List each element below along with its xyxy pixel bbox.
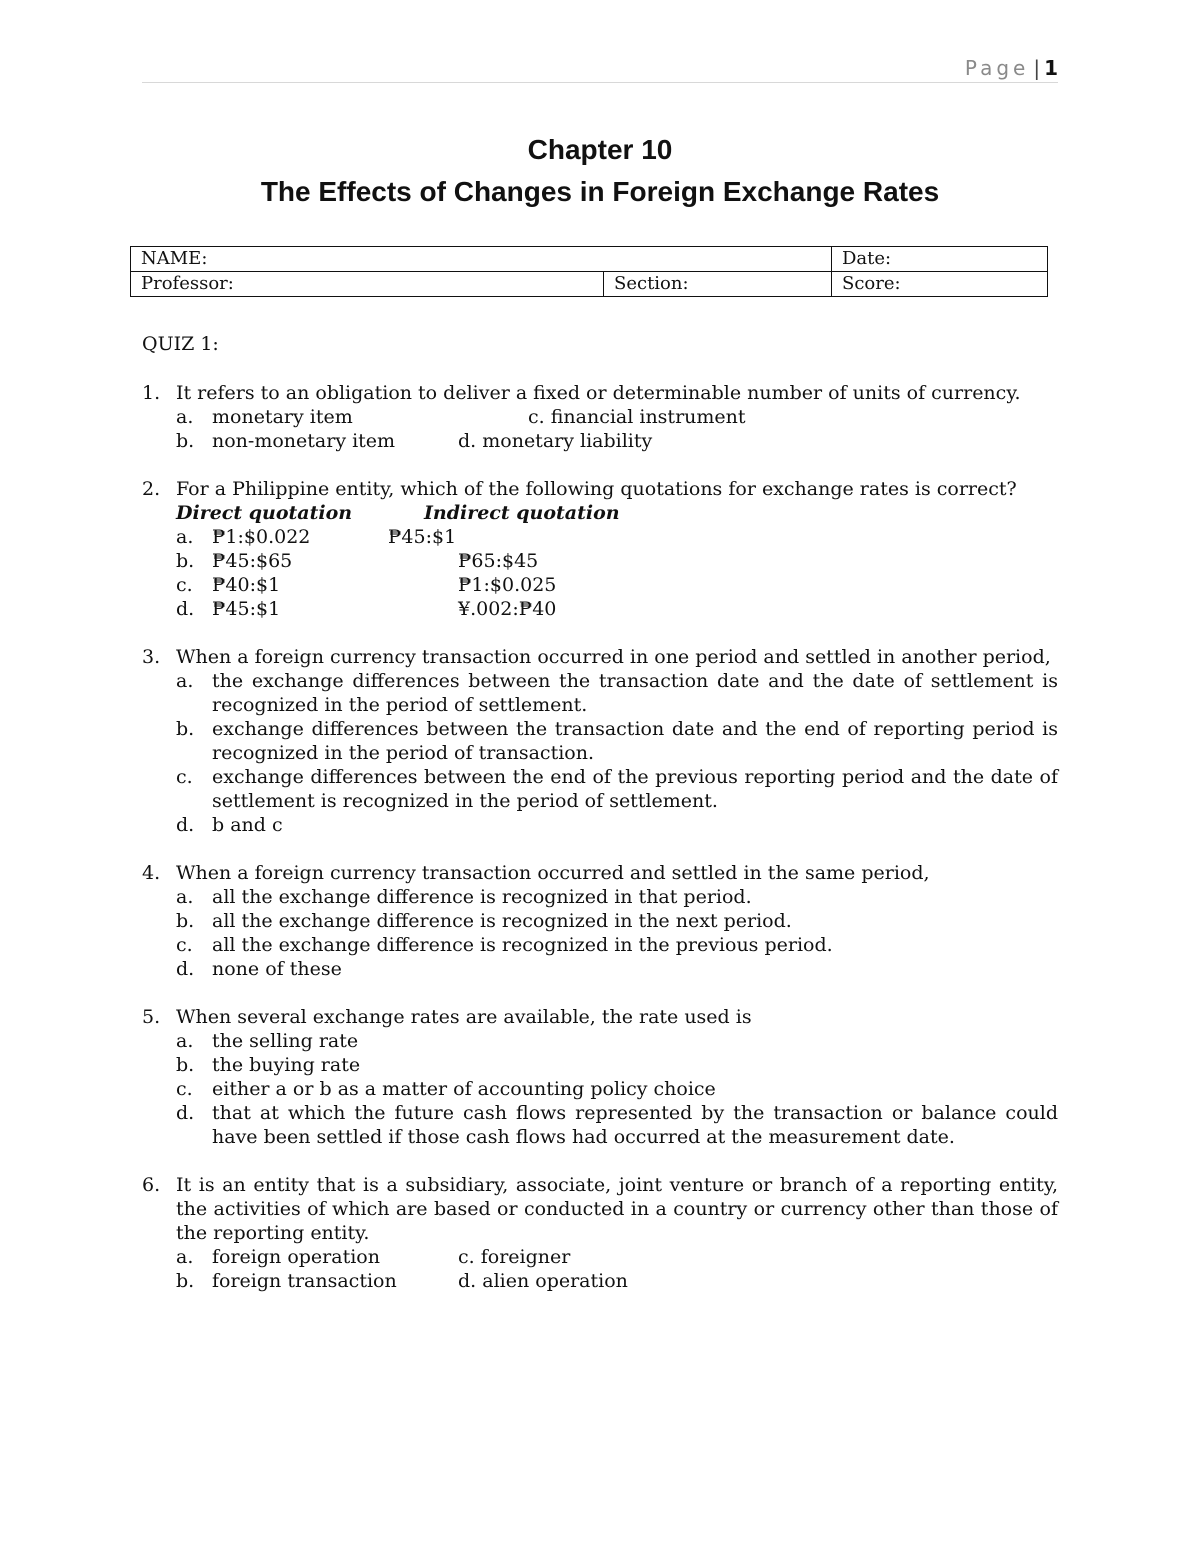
chapter-title: Chapter 10 [527, 134, 673, 165]
page-separator: | [1033, 56, 1041, 80]
question-number: 3. [142, 646, 161, 668]
page-word: Page [964, 56, 1030, 80]
option-letter: a. [176, 406, 194, 428]
option-letter: d. [176, 958, 195, 980]
indirect-rate: ₱1:$0.025 [458, 574, 557, 596]
direct-quotation-header: Direct quotation [176, 502, 353, 524]
option-text[interactable]: either a or b as a matter of accounting policy choice [212, 1078, 716, 1100]
question-number: 4. [142, 862, 161, 884]
score-cell[interactable]: Score: [832, 272, 1048, 297]
option-text[interactable]: foreign operation [212, 1246, 380, 1268]
page-header [142, 56, 1058, 83]
option-text[interactable]: b and c [212, 814, 283, 836]
direct-rate[interactable]: ₱45:$65 [212, 550, 293, 572]
direct-rate[interactable]: ₱45:$1 [212, 598, 281, 620]
option-letter: b. [176, 1054, 195, 1076]
question-text: When a foreign currency transaction occurred in one period and settled in another period, [176, 646, 1051, 668]
question-list [142, 381, 1058, 1317]
professor-cell[interactable]: Professor: [131, 272, 604, 297]
option-letter: c. [176, 574, 193, 596]
option-letter: b. [176, 1270, 195, 1292]
question-text: When several exchange rates are available, the rate used is [176, 1006, 752, 1028]
question-number: 5. [142, 1006, 161, 1028]
question-2 [142, 477, 1058, 621]
question-3 [142, 645, 1058, 837]
option-text[interactable]: alien operation [482, 1270, 628, 1292]
question-1 [142, 381, 1058, 453]
chapter-subtitle: The Effects of Changes in Foreign Exchange Rates [260, 176, 940, 207]
option-text[interactable]: monetary item [212, 406, 353, 428]
option-text[interactable]: all the exchange difference is recognized in that period. [212, 886, 752, 908]
option-text[interactable]: monetary liability [482, 430, 653, 452]
option-text[interactable]: the exchange differences between the transaction date and the date of settlement is recognized in the period of settlement. [212, 670, 1058, 716]
option-letter: a. [176, 526, 194, 548]
page-number: 1 [1044, 56, 1058, 80]
option-letter: a. [176, 1246, 194, 1268]
option-text[interactable]: non-monetary item [212, 430, 396, 452]
section-cell[interactable]: Section: [604, 272, 832, 297]
name-cell[interactable]: NAME: [131, 247, 832, 272]
question-6 [142, 1173, 1058, 1293]
option-letter: a. [176, 670, 194, 692]
option-letter: b. [176, 430, 195, 452]
question-4 [142, 861, 1058, 981]
option-letter: b. [176, 550, 195, 572]
indirect-rate: ₱65:$45 [458, 550, 539, 572]
option-text[interactable]: none of these [212, 958, 342, 980]
option-text[interactable]: foreign transaction [212, 1270, 397, 1292]
option-text[interactable]: the selling rate [212, 1030, 359, 1052]
option-letter: c. [176, 766, 193, 788]
option-text[interactable]: all the exchange difference is recognized in the next period. [212, 910, 792, 932]
question-number: 6. [142, 1174, 161, 1196]
option-letter: d. [176, 1102, 195, 1124]
option-letter: d. [458, 1270, 477, 1292]
option-text[interactable]: exchange differences between the end of the previous reporting period and the date of settlement is recognized in the period of settlement. [212, 766, 1058, 812]
option-text[interactable]: exchange differences between the transaction date and the end of reporting period is recognized in the period of transaction. [212, 718, 1058, 764]
option-letter: c. [458, 1246, 475, 1268]
option-letter: c. [176, 934, 193, 956]
option-letter: c. [176, 1078, 193, 1100]
question-text: For a Philippine entity, which of the following quotations for exchange rates is correct? [176, 478, 1017, 500]
question-number: 1. [142, 382, 161, 404]
option-text[interactable]: the buying rate [212, 1054, 361, 1076]
indirect-quotation-header: Indirect quotation [424, 502, 620, 524]
option-letter: d. [176, 814, 195, 836]
direct-rate[interactable]: ₱1:$0.022 [212, 526, 311, 548]
option-letter: d. [458, 430, 477, 452]
direct-rate[interactable]: ₱40:$1 [212, 574, 281, 596]
option-letter: a. [176, 886, 194, 908]
option-text[interactable]: financial instrument [550, 406, 746, 428]
student-info-table [130, 246, 1048, 297]
option-letter: c. [528, 406, 545, 428]
question-text: When a foreign currency transaction occurred and settled in the same period, [176, 862, 930, 884]
indirect-rate: ¥.002:₱40 [458, 598, 557, 620]
option-letter: b. [176, 718, 195, 740]
quiz-label: QUIZ 1: [142, 333, 219, 355]
question-text: It refers to an obligation to deliver a fixed or determinable number of units of currency. [176, 382, 1021, 404]
option-letter: d. [176, 598, 195, 620]
option-text[interactable]: foreigner [480, 1246, 571, 1268]
indirect-rate: ₱45:$1 [388, 526, 457, 548]
question-number: 2. [142, 478, 161, 500]
question-5 [142, 1005, 1058, 1149]
option-text[interactable]: that at which the future cash flows represented by the transaction or balance could have been settled if those cash flows had occurred at the measurement date. [212, 1102, 1058, 1148]
option-text[interactable]: all the exchange difference is recognized in the previous period. [212, 934, 833, 956]
option-letter: a. [176, 1030, 194, 1052]
question-text: It is an entity that is a subsidiary, associate, joint venture or branch of a reporting entity, the activities of which are based or conducted in a country or currency other than those of the reporting entity. [176, 1174, 1058, 1244]
option-letter: b. [176, 910, 195, 932]
date-cell[interactable]: Date: [832, 247, 1048, 272]
